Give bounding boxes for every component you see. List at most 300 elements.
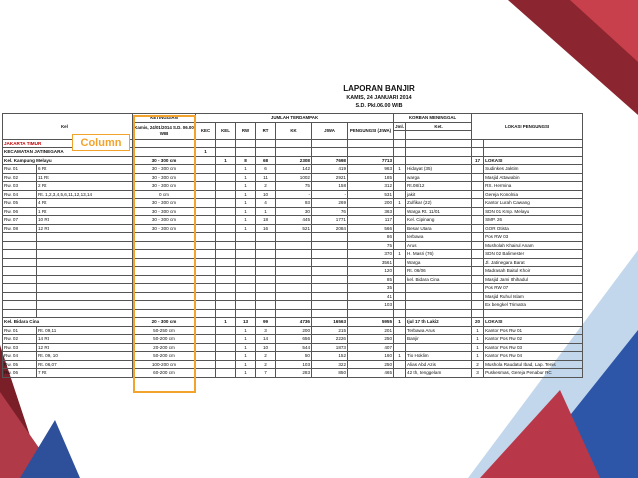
ket-value	[406, 292, 472, 301]
blank-cell	[216, 309, 236, 318]
group-height: 30 - 300 cm	[133, 156, 196, 165]
jiwa-value	[312, 275, 348, 284]
height-value	[133, 250, 196, 259]
height-value: 50-250 cm	[133, 326, 196, 335]
rt-count: 16	[256, 224, 276, 233]
jml-value	[394, 241, 406, 250]
table-row	[3, 369, 583, 378]
rw-label	[3, 258, 37, 267]
group-jiwa: 16563	[312, 318, 348, 327]
kec-value	[196, 165, 216, 174]
rt-label	[37, 233, 133, 242]
rt-count: 2	[256, 352, 276, 361]
jml-value	[394, 224, 406, 233]
blank-cell	[236, 309, 256, 318]
height-value: 20-200 cm	[133, 343, 196, 352]
kel-value	[216, 292, 236, 301]
group-kec	[196, 318, 216, 327]
kk-value	[276, 258, 312, 267]
group-jiwa: 7698	[312, 156, 348, 165]
height-value	[133, 275, 196, 284]
rw-label: Rw. 06	[3, 369, 37, 378]
ket-value: kel. Bidara Cina	[406, 275, 472, 284]
rw-count	[236, 284, 256, 293]
group-rw: 8	[236, 156, 256, 165]
kk-header: KK	[276, 122, 312, 139]
kel-value	[216, 199, 236, 208]
rw-count: 1	[236, 190, 256, 199]
lokasi-count	[472, 301, 484, 310]
jml-value	[394, 335, 406, 344]
rw-label	[3, 292, 37, 301]
lokasi-value: Kantor Pos Rw 01	[484, 326, 583, 335]
table-row	[3, 335, 583, 344]
rw-count	[236, 267, 256, 276]
jiwa-value	[312, 250, 348, 259]
kecamatan-label: KECAMATAN JATINEGARA	[3, 148, 133, 157]
height-value	[133, 233, 196, 242]
height-value	[133, 258, 196, 267]
rw-label: Rw. 03	[3, 182, 37, 191]
kk-value	[276, 250, 312, 259]
lokasi-count	[472, 233, 484, 242]
lokasi-value: Masjid Jami Ithihadul	[484, 275, 583, 284]
group-name: Kel. Kampung Melayu	[3, 156, 133, 165]
rw-count	[236, 241, 256, 250]
pengungsi-value: 85	[348, 275, 394, 284]
blank-cell	[37, 309, 133, 318]
pengungsi-header: PENGUNGSI (JIWA)	[348, 122, 394, 139]
kec-value	[196, 182, 216, 191]
rt-count: 2	[256, 360, 276, 369]
pengungsi-value: 117	[348, 216, 394, 225]
kec-value	[196, 233, 216, 242]
jml-value	[394, 173, 406, 182]
lokasi-count	[472, 207, 484, 216]
lokasi-value: Madrasah Baitul Khoir	[484, 267, 583, 276]
blank-cell	[394, 309, 406, 318]
pengungsi-value: 160	[348, 352, 394, 361]
kel-value	[216, 224, 236, 233]
jml-value	[394, 190, 406, 199]
kel-header: Kel	[3, 114, 133, 140]
height-value: 50-200 cm	[133, 335, 196, 344]
pengungsi-value: 370	[348, 250, 394, 259]
lokasi-header: LOKASI PENGUNGSI	[472, 114, 583, 140]
table-row	[3, 241, 583, 250]
kel-value	[216, 233, 236, 242]
table-row	[3, 360, 583, 369]
lokasi-count	[472, 275, 484, 284]
group-lokasi: LOKASI	[484, 318, 583, 327]
kec-value	[196, 267, 216, 276]
rw-count: 1	[236, 165, 256, 174]
ket-value: terbawa	[406, 233, 472, 242]
group-rt: 68	[256, 156, 276, 165]
table-row	[3, 216, 583, 225]
rt-label: 12 Rt	[37, 224, 133, 233]
jml-header: Jml.	[395, 123, 404, 129]
rw-label	[3, 241, 37, 250]
height-value: 30 - 300 cm	[133, 216, 196, 225]
report-title: LAPORAN BANJIR	[343, 84, 415, 93]
kel-value	[216, 352, 236, 361]
lokasi-value: GOR Otista	[484, 224, 583, 233]
rt-count	[256, 233, 276, 242]
rw-count: 1	[236, 216, 256, 225]
table-row	[3, 284, 583, 293]
rt-count: 6	[256, 165, 276, 174]
jiwa-value	[312, 241, 348, 250]
ket-value: Rt. 06/06	[406, 267, 472, 276]
kec-value	[196, 275, 216, 284]
rt-label: Rt. 09,11	[37, 326, 133, 335]
pengungsi-value: 465	[348, 369, 394, 378]
lokasi-value: SDN 01 Kmp. Melayu	[484, 207, 583, 216]
table-row	[3, 224, 583, 233]
jiwa-value	[312, 292, 348, 301]
kec-value	[196, 224, 216, 233]
kec-value	[196, 241, 216, 250]
ket-value: Zulfikar (22)	[406, 199, 472, 208]
table-row	[3, 267, 583, 276]
rt-label	[37, 292, 133, 301]
blank-cell	[312, 309, 348, 318]
jiwa-value: -	[312, 190, 348, 199]
kel-count-header: KEL	[216, 122, 236, 139]
rw-count	[236, 250, 256, 259]
table-row	[3, 301, 583, 310]
kel-value	[216, 165, 236, 174]
report-date: KAMIS, 24 JANUARI 2014	[346, 95, 412, 101]
ket-header: Ket.	[406, 122, 472, 131]
jiwa-value	[312, 258, 348, 267]
rw-label: Rw. 04	[3, 352, 37, 361]
rw-count: 1	[236, 352, 256, 361]
lokasi-value: SDN 02 Balimester	[484, 250, 583, 259]
group-lokasi: LOKASI	[484, 156, 583, 165]
rt-count	[256, 292, 276, 301]
rt-label	[37, 275, 133, 284]
kel-value	[216, 326, 236, 335]
pengungsi-value: 963	[348, 165, 394, 174]
lokasi-value: Sudinkes Jaktim	[484, 165, 583, 174]
rt-label: 10 Rt	[37, 216, 133, 225]
lokasi-value: Gereja Konolnia	[484, 190, 583, 199]
report-time: S.D. Pkl.06.00 WIB	[355, 103, 403, 109]
rt-count: 4	[256, 199, 276, 208]
ket-value: Tio Hoklim	[406, 352, 472, 361]
kk-value: 1002	[276, 173, 312, 182]
rt-label: 6 Rt	[37, 165, 133, 174]
rt-count: 3	[256, 326, 276, 335]
lokasi-count	[472, 267, 484, 276]
jml-value	[394, 326, 406, 335]
blank-cell	[3, 309, 37, 318]
table-row	[3, 199, 583, 208]
kel-value	[216, 190, 236, 199]
rt-count: 7	[256, 369, 276, 378]
table-row	[3, 343, 583, 352]
kec-value	[196, 352, 216, 361]
rt-count	[256, 250, 276, 259]
height-value: 30 - 300 cm	[133, 207, 196, 216]
rw-label: Rw. 03	[3, 343, 37, 352]
rt-count: 10	[256, 190, 276, 199]
rw-label: Rw. 04	[3, 190, 37, 199]
jiwa-value: 2084	[312, 224, 348, 233]
height-value: 30 - 300 cm	[133, 173, 196, 182]
kec-value	[196, 199, 216, 208]
rw-count: 1	[236, 360, 256, 369]
kel-value	[216, 284, 236, 293]
ket-value: Banjir	[406, 335, 472, 344]
jiwa-value	[312, 233, 348, 242]
blank-cell	[348, 309, 394, 318]
kel-value	[216, 369, 236, 378]
lokasi-count: 3	[472, 369, 484, 378]
rw-label: Rw. 02	[3, 335, 37, 344]
group-rw: 13	[236, 318, 256, 327]
rw-label	[3, 250, 37, 259]
rw-count: 1	[236, 173, 256, 182]
kk-value	[276, 233, 312, 242]
group-lokasi-count: 17	[472, 156, 484, 165]
lokasi-value: Mushola Raudatul Ibad, Lap. Tenis	[484, 360, 583, 369]
kk-value: 283	[276, 369, 312, 378]
table-row	[3, 207, 583, 216]
height-value: 30 - 300 cm	[133, 224, 196, 233]
kec-value	[196, 250, 216, 259]
jml-value	[394, 360, 406, 369]
rw-label	[3, 284, 37, 293]
rt-count: 2	[256, 182, 276, 191]
jiwa-value	[312, 301, 348, 310]
jiwa-header: JIWA	[312, 122, 348, 139]
ket-value: Warga Rt. 11/01	[406, 207, 472, 216]
rt-label	[37, 284, 133, 293]
kk-value	[276, 301, 312, 310]
jml-value: 1	[394, 250, 406, 259]
rw-label	[3, 301, 37, 310]
kk-value: 75	[276, 182, 312, 191]
jml-value	[394, 216, 406, 225]
kec-value	[196, 216, 216, 225]
kec-value	[196, 258, 216, 267]
flood-report-table	[2, 113, 583, 378]
pengungsi-value: 201	[348, 326, 394, 335]
kk-value	[276, 284, 312, 293]
group-kec	[196, 156, 216, 165]
blank-cell	[472, 309, 484, 318]
rw-label: Rw. 05	[3, 199, 37, 208]
kel-value	[216, 173, 236, 182]
korban-header: KORBAN MENINGGAL	[394, 114, 472, 123]
table-row	[3, 233, 583, 242]
rw-count: 1	[236, 369, 256, 378]
pengungsi-value: 185	[348, 173, 394, 182]
rw-label	[3, 233, 37, 242]
jml-value: 1	[394, 199, 406, 208]
jml-value	[394, 292, 406, 301]
ket-value: Hidayat (35)	[406, 165, 472, 174]
blank-cell	[133, 309, 196, 318]
rt-count: 11	[256, 173, 276, 182]
lokasi-count	[472, 173, 484, 182]
rw-count: 1	[236, 326, 256, 335]
group-kk: 4736	[276, 318, 312, 327]
rt-label: 14 Rt	[37, 335, 133, 344]
kel-value	[216, 343, 236, 352]
lokasi-value: Masjid Attawabin	[484, 173, 583, 182]
ket-value: Terbawa Arus	[406, 326, 472, 335]
ket-value: Kel. Cipinang	[406, 216, 472, 225]
lokasi-value: SMP. 26	[484, 216, 583, 225]
pengungsi-value: 120	[348, 267, 394, 276]
height-value	[133, 241, 196, 250]
rt-label	[37, 258, 133, 267]
jml-value	[394, 207, 406, 216]
kk-value: 93	[276, 199, 312, 208]
rt-header: RT	[256, 122, 276, 139]
pengungsi-value: 566	[348, 224, 394, 233]
lokasi-count: 1	[472, 326, 484, 335]
rw-count: 1	[236, 335, 256, 344]
rt-count: 1	[256, 207, 276, 216]
ket-value	[406, 343, 472, 352]
jml-value	[394, 258, 406, 267]
kec-value	[196, 326, 216, 335]
blank-row	[3, 309, 583, 318]
blank-cell	[256, 309, 276, 318]
table-row	[3, 165, 583, 174]
kk-value: 445	[276, 216, 312, 225]
height-value: 30 - 300 cm	[133, 199, 196, 208]
kk-value: 656	[276, 335, 312, 344]
rt-count	[256, 267, 276, 276]
column-callout: Column	[72, 134, 130, 151]
pengungsi-value: 250	[348, 360, 394, 369]
lokasi-value: Jl. Jatinegara Barat	[484, 258, 583, 267]
group-pengungsi: 7713	[348, 156, 394, 165]
jiwa-value: 269	[312, 199, 348, 208]
jiwa-value: 322	[312, 360, 348, 369]
rt-count: 10	[256, 343, 276, 352]
pengungsi-value: 407	[348, 343, 394, 352]
ket-value: Besar Utara	[406, 224, 472, 233]
ket-value: Arus	[406, 241, 472, 250]
lokasi-count	[472, 241, 484, 250]
kel-value	[216, 275, 236, 284]
rw-count	[236, 275, 256, 284]
blank-cell	[406, 309, 472, 318]
pengungsi-value: 35	[348, 284, 394, 293]
jiwa-value: 215	[312, 326, 348, 335]
lokasi-value: Kantor Pos Rw 04	[484, 352, 583, 361]
lokasi-value: Kantor Pos Rw 03	[484, 343, 583, 352]
rw-count: 1	[236, 199, 256, 208]
pengungsi-value: 531	[348, 190, 394, 199]
pengungsi-value: 363	[348, 207, 394, 216]
rt-label: Rt. 1,2,3,4,5,6,11,12,13,14	[37, 190, 133, 199]
kec-value	[196, 335, 216, 344]
jml-value	[394, 284, 406, 293]
rw-label: Rw. 07	[3, 216, 37, 225]
rw-count	[236, 233, 256, 242]
rt-label: 2 Rt	[37, 182, 133, 191]
kk-value: 142	[276, 165, 312, 174]
jml-value	[394, 275, 406, 284]
jiwa-value	[312, 267, 348, 276]
lokasi-count	[472, 216, 484, 225]
rt-label	[37, 301, 133, 310]
jml-value	[394, 343, 406, 352]
rt-label: Rt. 09, 10	[37, 352, 133, 361]
lokasi-count	[472, 250, 484, 259]
table-row	[3, 275, 583, 284]
group-ket	[406, 156, 472, 165]
rt-label: 4 Rt	[37, 199, 133, 208]
rw-count: 1	[236, 182, 256, 191]
rw-header: RW	[236, 122, 256, 139]
jiwa-value: 2226	[312, 335, 348, 344]
rw-label: Rw. 02	[3, 173, 37, 182]
rt-label: 12 Rt	[37, 343, 133, 352]
lokasi-count: 2	[472, 360, 484, 369]
lokasi-count	[472, 190, 484, 199]
kk-value	[276, 275, 312, 284]
lokasi-count	[472, 284, 484, 293]
rw-label: Rw. 01	[3, 326, 37, 335]
kec-value	[196, 284, 216, 293]
height-value	[133, 267, 196, 276]
lokasi-count	[472, 165, 484, 174]
pengungsi-value: 312	[348, 182, 394, 191]
jiwa-value: 419	[312, 165, 348, 174]
jml-value	[394, 267, 406, 276]
rt-label	[37, 250, 133, 259]
jiwa-value: 158	[312, 182, 348, 191]
table-row	[3, 173, 583, 182]
jml-value	[394, 301, 406, 310]
lokasi-count: 1	[472, 335, 484, 344]
jumlah-terdampak-header: JUMLAH TERDAMPAK	[196, 114, 394, 123]
kec-value	[196, 301, 216, 310]
group-pengungsi: 5955	[348, 318, 394, 327]
group-kel: 1	[216, 156, 236, 165]
kec-value	[196, 343, 216, 352]
height-value	[133, 292, 196, 301]
rt-count	[256, 284, 276, 293]
rw-count	[236, 292, 256, 301]
rw-label: Rw. 05	[3, 360, 37, 369]
group-jml: 1	[394, 318, 406, 327]
table-row	[3, 292, 583, 301]
kel-value	[216, 258, 236, 267]
ket-value: H. Masri (76)	[406, 250, 472, 259]
rw-count	[236, 258, 256, 267]
kel-value	[216, 241, 236, 250]
kk-value	[276, 292, 312, 301]
height-value	[133, 284, 196, 293]
kel-value	[216, 360, 236, 369]
lokasi-value: Ex bengkel Trimatra	[484, 301, 583, 310]
group-name: Kel. Bidara Cina	[3, 318, 133, 327]
height-value: 100-200 cm	[133, 360, 196, 369]
pengungsi-value: 250	[348, 335, 394, 344]
ket-value	[406, 284, 472, 293]
height-value: 30 - 300 cm	[133, 182, 196, 191]
